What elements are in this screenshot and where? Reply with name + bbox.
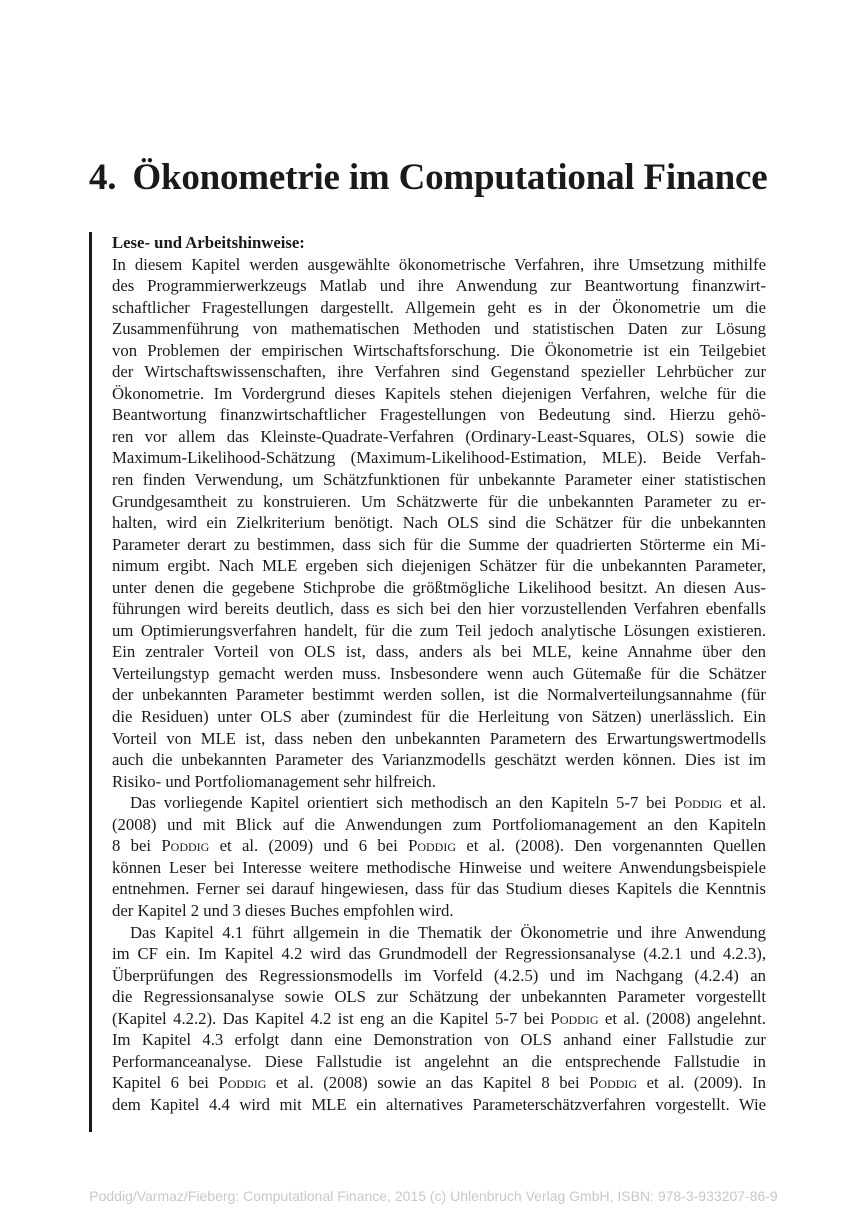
text-line: Überprüfungen des Regressionsmodells im Vorfeld (4.2.5) und im Nachgang (4.2.4) an [112, 965, 766, 985]
chapter-title [89, 150, 768, 206]
text-line: Performanceanalyse. Diese Fallstudie ist angelehnt an die entsprechende Fallstudie in [112, 1051, 766, 1071]
text-line: Parameter derart zu bestimmen, dass sich für die Summe der quadrierten Störterme ein Mi- [112, 534, 766, 554]
text-line: (2008) und mit Blick auf die Anwendungen zum Portfoliomanagement an den Kapiteln [112, 814, 766, 834]
text-line: des Programmierwerkzeugs Matlab und ihre Anwendung zur Beantwortung finanzwirt- [112, 276, 766, 296]
text-line: um Optimierungsverfahren handelt, für die zum Teil jedoch analytische Lösungen existieren. [112, 620, 766, 640]
text-line: Beantwortung finanzwirtschaftlicher Fragestellungen von Bedeutung sind. Hierzu gehö- [112, 405, 766, 425]
text-line: Das Kapitel 4.1 führt allgemein in die Thematik der Ökonometrie und ihre Anwendung [130, 922, 766, 942]
text-line: Vorteil von MLE ist, dass neben den unbekannten Parametern des Erwartungswertmodells [112, 728, 766, 748]
author-name: Poddig [550, 1008, 599, 1028]
chapter-title-text: Ökonometrie im Computational Finance [132, 157, 768, 198]
author-name: Poddig [674, 793, 723, 813]
text-line: halten, wird ein Zielkriterium benötigt. Nach OLS sind die Schätzer für die unbekannten [112, 513, 766, 533]
text-line: (Kapitel 4.2.2). Das Kapitel 4.2 ist eng an die Kapitel 5-7 bei Poddig et al. (2008) angelehnt. [112, 1008, 766, 1028]
reading-notes-box [89, 232, 768, 1132]
text-line: Ein zentraler Vorteil von OLS ist, dass, anders als bei MLE, keine Annahme über den [112, 642, 766, 662]
text-line: Kapitel 6 bei Poddig et al. (2008) sowie an das Kapitel 8 bei Poddig et al. (2009). In [112, 1073, 766, 1093]
text-line: Grundgesamtheit zu konstruieren. Um Schätzwerte für die unbekannten Parameter zu er- [112, 491, 766, 511]
text-line: ren vor allem das Kleinste-Quadrate-Verfahren (Ordinary-Least-Squares, OLS) sowie die [112, 426, 766, 446]
text-line: unter denen die gegebene Stichprobe die größtmögliche Likelihood besitzt. An diesen Aus- [112, 577, 766, 597]
text-line: können Leser bei Interesse weitere methodische Hinweise und weitere Anwendungsbeispiele [112, 857, 766, 877]
author-name: Poddig [218, 1073, 267, 1093]
text-line: Risiko- und Portfoliomanagement sehr hilfreich. [112, 771, 436, 791]
text-line: dem Kapitel 4.4 wird mit MLE ein alternatives Parameterschätzverfahren vorgestellt. Wie [112, 1094, 766, 1114]
copyright-footer: Poddig/Varmaz/Fieberg: Computational Finance, 2015 (c) Uhlenbruch Verlag GmbH, ISBN: 978-3-933207-86-9 [89, 1188, 778, 1204]
paragraph [112, 254, 766, 793]
text-line: 8 bei Poddig et al. (2009) und 6 bei Poddig et al. (2008). Den vorgenannten Quellen [112, 836, 766, 856]
text-line: Ökonometrie. Im Vordergrund dieses Kapitels stehen diejenigen Verfahren, welche für die [112, 383, 766, 403]
text-line: von Problemen der empirischen Wirtschaftsforschung. Die Ökonometrie ist ein Teilgebiet [112, 340, 766, 360]
text-line: im CF ein. Im Kapitel 4.2 wird das Grundmodell der Regressionsanalyse (4.2.1 und 4.2.3), [112, 944, 766, 964]
chapter-number: 4. [89, 157, 117, 198]
text-line: Maximum-Likelihood-Schätzung (Maximum-Likelihood-Estimation, MLE). Beide Verfah- [112, 448, 766, 468]
text-line: die Residuen) unter OLS aber (zumindest für die Herleitung von Sätzen) unerlässlich. Ein [112, 707, 766, 727]
text-line: Im Kapitel 4.3 erfolgt dann eine Demonstration von OLS anhand einer Fallstudie zur [112, 1030, 766, 1050]
paragraph [112, 792, 766, 921]
text-line: auch die unbekannten Parameter des Varianzmodells geschätzt werden können. Dies ist im [112, 750, 766, 770]
text-line: nimum ergibt. Nach MLE ergeben sich diejenigen Schätzer für die unbekannten Parameter, [112, 556, 766, 576]
text-line: Das vorliegende Kapitel orientiert sich methodisch an den Kapiteln 5-7 bei Poddig et al. [130, 793, 766, 813]
text-line: die Regressionsanalyse sowie OLS zur Schätzung der unbekannten Parameter vorgestellt [112, 987, 766, 1007]
text-line: der unbekannten Parameter bestimmt werden sollen, ist die Normalverteilungsannahme (für [112, 685, 766, 705]
text-line: der Kapitel 2 und 3 dieses Buches empfohlen wird. [112, 900, 454, 920]
author-name: Poddig [408, 836, 457, 856]
author-name: Poddig [589, 1073, 638, 1093]
reading-notes-heading: Lese- und Arbeitshinweise: [112, 233, 305, 252]
text-line: der Wirtschaftswissenschaften, ihre Verfahren sind Gegenstand spezieller Lehrbücher zur [112, 362, 766, 382]
text-line: ren finden Verwendung, um Schätzfunktionen für unbekannte Parameter einer statistischen [112, 470, 766, 490]
paragraph [112, 922, 766, 1116]
reading-notes-paragraphs [112, 254, 766, 1116]
text-line: schaftlicher Fragestellungen dargestellt. Allgemein geht es in der Ökonometrie um die [112, 297, 766, 317]
text-line: Zusammenführung von mathematischen Methoden und statistischen Daten zur Lösung [112, 319, 766, 339]
author-name: Poddig [161, 836, 210, 856]
reading-notes-content [112, 232, 766, 1115]
text-line: entnehmen. Ferner sei darauf hingewiesen, dass für das Studium dieses Kapitels die Kenntnis [112, 879, 766, 899]
text-line: In diesem Kapitel werden ausgewählte ökonometrische Verfahren, ihre Umsetzung mithilfe [112, 254, 766, 274]
text-line: Verteilungstyp gemacht werden muss. Insbesondere wenn auch Gütemaße für die Schätzer [112, 663, 766, 683]
text-line: führungen wird bereits deutlich, dass es sich bei den hier vorzustellenden Verfahren ebenfalls [112, 599, 766, 619]
